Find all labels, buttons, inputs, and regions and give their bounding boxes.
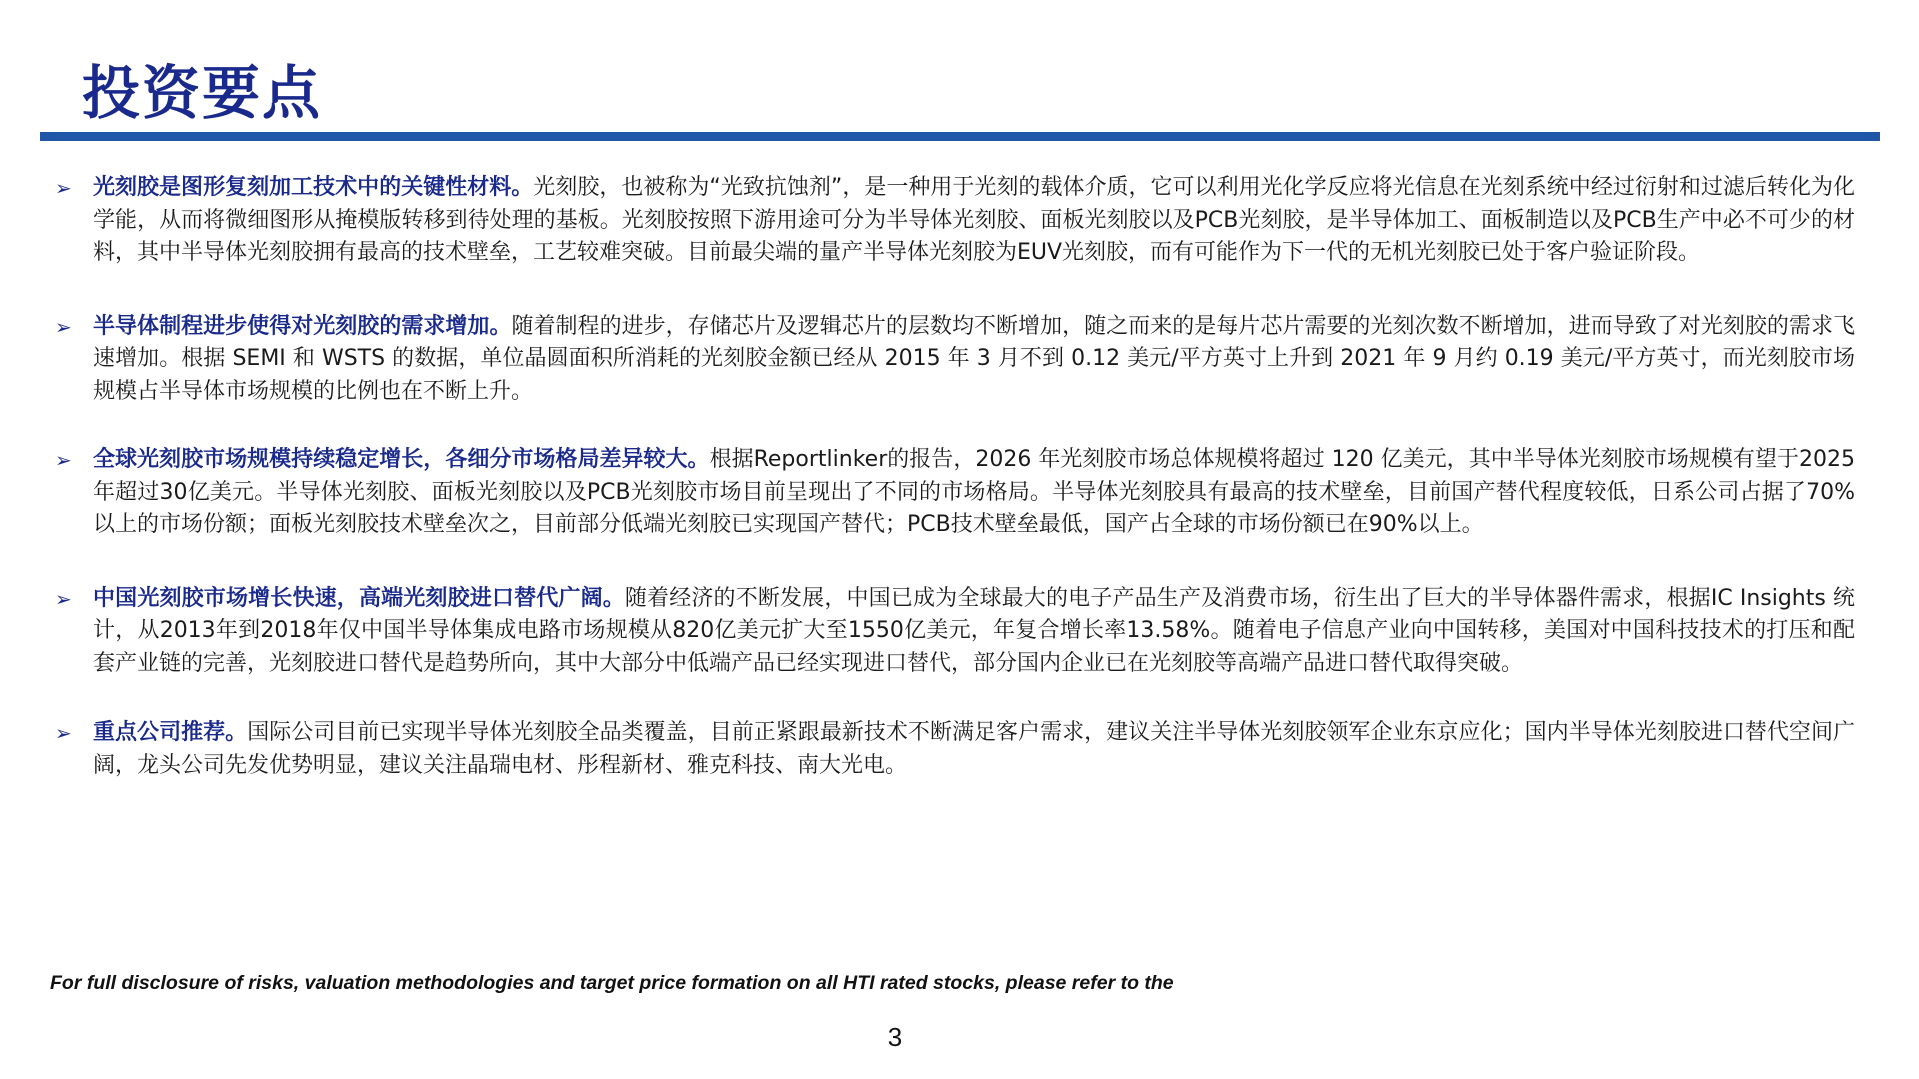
point-paragraph [93, 311, 1855, 409]
slide-title: 投资要点 [82, 59, 323, 127]
arrow-bullet-icon: ➢ [55, 314, 72, 339]
point-body: 随着制程的进步，存储芯片及逻辑芯片的层数均不断增加，随之而来的是每片芯片需要的光刻次数不断增加，进而导致了对光刻胶的需求飞速增加。根据 SEMI 和 WSTS 的数据，单位晶圆面积所消耗的光刻胶金额已经从 2015 年 3 月不到 0.12 美元/平方英寸上升到 2021 年 9 月约 0.19 美元/平方英寸，而光刻胶市场规模占半导体市场规模的比例也在不断上升。 [93, 313, 1855, 404]
point-lead: 全球光刻胶市场规模持续稳定增长，各细分市场格局差异较大。 [93, 447, 710, 472]
arrow-bullet-icon: ➢ [55, 586, 72, 611]
page-number: 3 [887, 1022, 903, 1052]
point-paragraph [93, 444, 1855, 542]
point-paragraph [93, 717, 1855, 782]
point-lead: 光刻胶是图形复刻加工技术中的关键性材料。 [93, 175, 534, 200]
investment-points-list [55, 172, 1855, 823]
point-body: 国际公司目前已实现半导体光刻胶全品类覆盖，目前正紧跟最新技术不断满足客户需求，建议关注半导体光刻胶领军企业东京应化；国内半导体光刻胶进口替代空间广阔，龙头公司先发优势明显，建议关注晶瑞电材、彤程新材、雅克科技、南大光电。 [93, 720, 1855, 778]
point-item [55, 444, 1855, 542]
arrow-bullet-icon: ➢ [55, 448, 72, 472]
point-paragraph [93, 583, 1855, 681]
title-underline [40, 132, 1880, 141]
point-lead: 中国光刻胶市场增长快速，高端光刻胶进口替代广阔。 [93, 585, 625, 611]
point-lead: 重点公司推荐。 [93, 720, 248, 745]
point-body: 光刻胶，也被称为“光致抗蚀剂”，是一种用于光刻的载体介质，它可以利用光化学反应将光信息在光刻系统中经过衍射和过滤后转化为化学能，从而将微细图形从掩模版转移到待处理的基板。光刻胶按照下游用途可分为半导体光刻胶、面板光刻胶以及PCB光刻胶，是半导体加工、面板制造以及PCB生产中必不可少的材料，其中半导体光刻胶拥有最高的技术壁垒，工艺较难突破。目前最尖端的量产半导体光刻胶为EUV光刻胶，而有可能作为下一代的无机光刻胶已处于客户验证阶段。 [93, 175, 1855, 265]
point-paragraph [93, 172, 1855, 270]
point-item [55, 172, 1855, 270]
point-body: 根据Reportlinker的报告，2026 年光刻胶市场总体规模将超过 120 亿美元，其中半导体光刻胶市场规模有望于2025年超过30亿美元。半导体光刻胶、面板光刻胶以及PCB光刻胶市场目前呈现出了不同的市场格局。半导体光刻胶具有最高的技术壁垒，目前国产替代程度较低，日系公司占据了70%以上的市场份额；面板光刻胶技术壁垒次之，目前部分低端光刻胶已实现国产替代；PCB技术壁垒最低，国产占全球的市场份额已在90%以上。 [93, 447, 1855, 537]
point-item [55, 583, 1855, 681]
point-item [55, 717, 1855, 782]
point-lead: 半导体制程进步使得对光刻胶的需求增加。 [93, 313, 512, 339]
arrow-bullet-icon: ➢ [55, 721, 72, 745]
disclaimer-text: For full disclosure of risks, valuation methodologies and target price formation on all HTI rated stocks, please refer to the [50, 972, 1174, 994]
point-body: 随着经济的不断发展，中国已成为全球最大的电子产品生产及消费市场，衍生出了巨大的半导体器件需求，根据IC Insights 统计，从2013年到2018年仅中国半导体集成电路市场规模从820亿美元扩大至1550亿美元，年复合增长率13.58%。随着电子信息产业向中国转移，美国对中国科技技术的打压和配套产业链的完善，光刻胶进口替代是趋势所向，其中大部分中低端产品已经实现进口替代，部分国内企业已在光刻胶等高端产品进口替代取得突破。 [93, 585, 1855, 676]
point-item [55, 311, 1855, 409]
arrow-bullet-icon: ➢ [55, 176, 72, 200]
